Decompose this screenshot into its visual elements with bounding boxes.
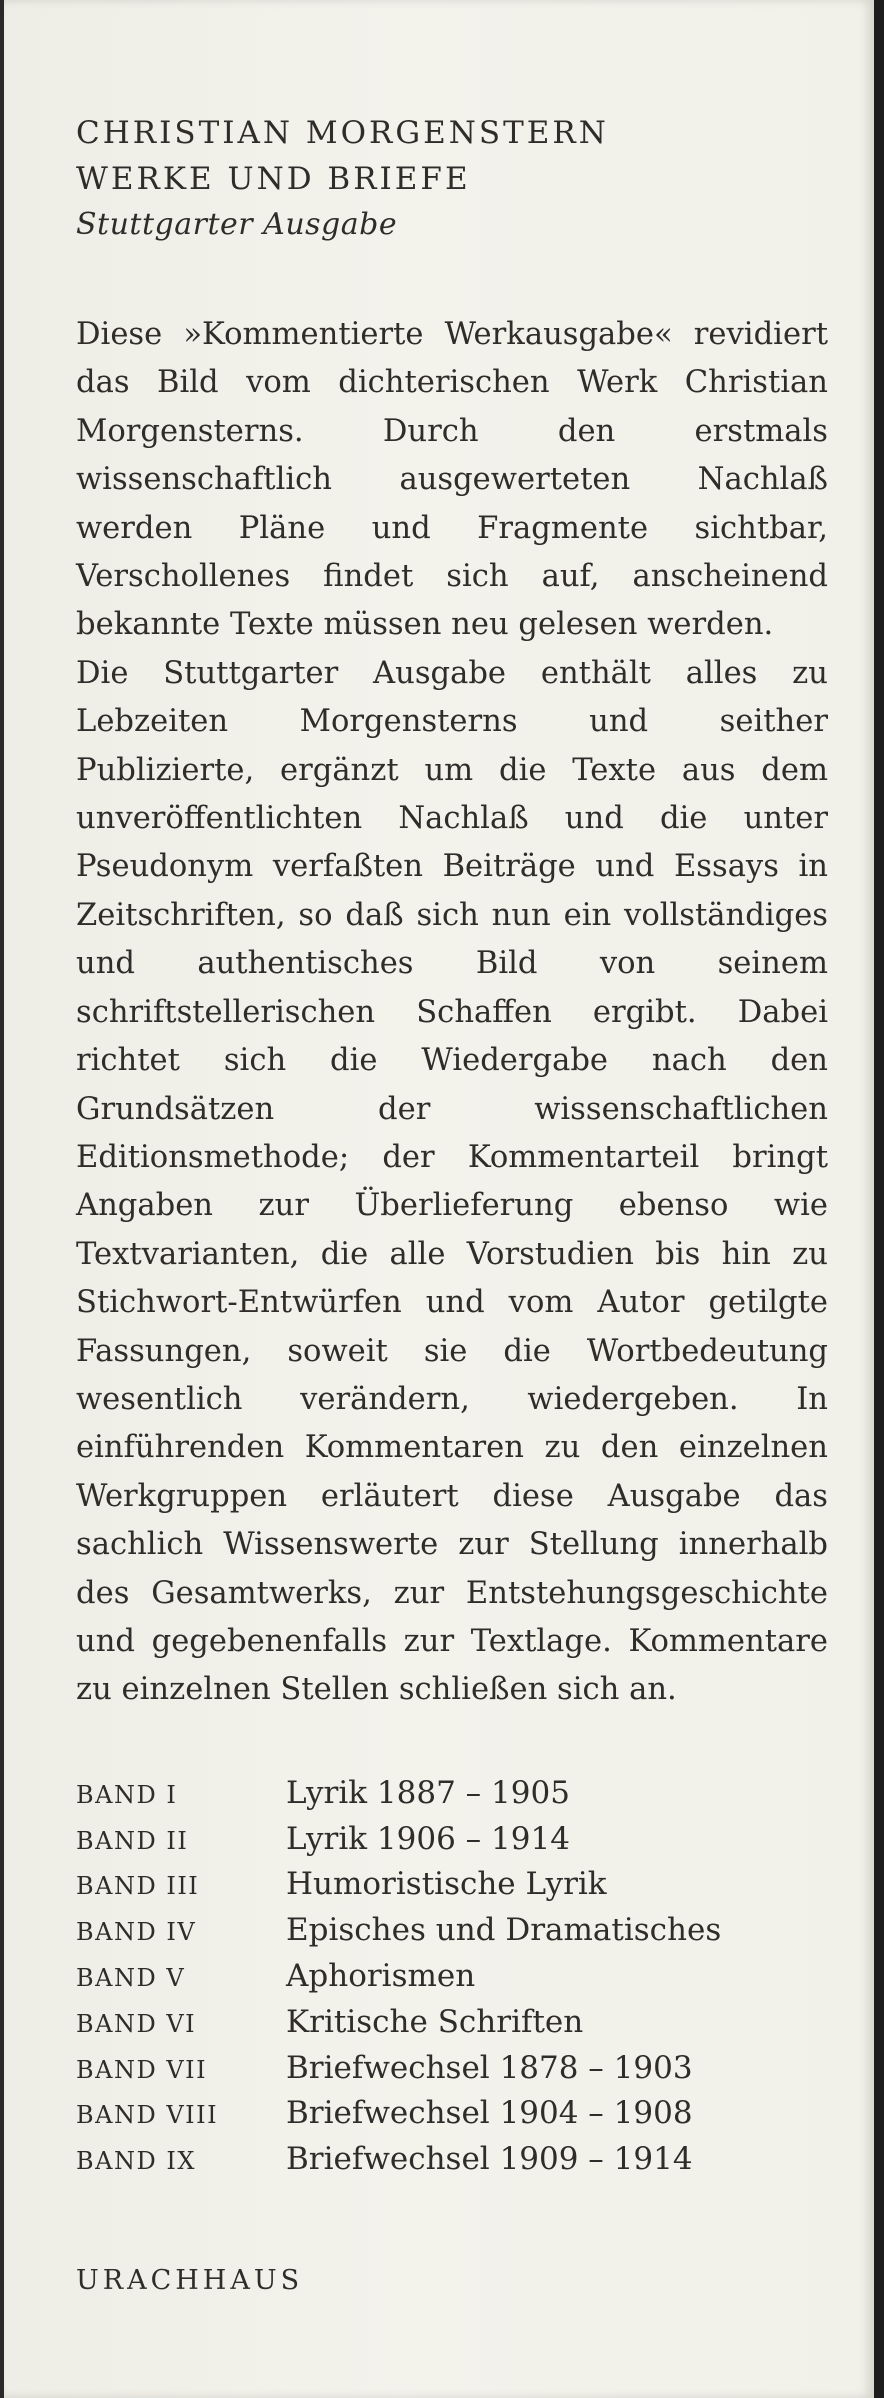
- volume-row: [76, 1775, 828, 1821]
- volume-row: [76, 1912, 828, 1958]
- description-paragraph-2: Die Stuttgarter Ausgabe enthält alles zu Lebzeiten Morgensterns und seither Publizierte, ergänzt um die Texte aus dem unveröffentlichten Nachlaß und die unter Pseudonym verfaßten Beiträge und Essays in Zeitschriften, so daß sich nun ein vollständiges und authentisches Bild von seinem schriftstellerischen Schaffen ergibt. Dabei richtet sich die Wiedergabe nach den Grundsätzen der wissenschaftlichen Editionsmethode; der Kommentarteil bringt Angaben zur Überlieferung ebenso wie Textvarianten, die alle Vorstudien bis hin zu Stichwort-Entwürfen und vom Autor getilgte Fassungen, soweit sie die Wortbedeutung wesentlich verändern, wiedergeben. In einführenden Kommentaren zu den einzelnen Werkgruppen erläutert diese Ausgabe das sachlich Wissenswerte zur Stellung innerhalb des Gesamtwerks, zur Entstehungsgeschichte und gegebenenfalls zur Textlage. Kommentare zu einzelnen Stellen schließen sich an.: [76, 655, 828, 1708]
- volume-row: [76, 2050, 828, 2096]
- volume-row: [76, 2004, 828, 2050]
- volume-title: Lyrik 1906 – 1914: [286, 1820, 570, 1857]
- volume-label: BAND IX: [76, 2147, 196, 2176]
- volume-label: BAND IV: [76, 1918, 197, 1947]
- volume-label: BAND III: [76, 1872, 200, 1901]
- volume-label: BAND VI: [76, 2009, 197, 2038]
- volume-title: Episches und Dramatisches: [286, 1912, 722, 1949]
- volume-label: BAND II: [76, 1826, 189, 1855]
- series-title: WERKE UND BRIEFE: [76, 161, 471, 197]
- edition-subtitle: Stuttgarter Ausgabe: [76, 207, 398, 242]
- volume-row: [76, 2141, 828, 2187]
- volume-row: [76, 2095, 828, 2141]
- volume-title: Briefwechsel 1909 – 1914: [286, 2141, 693, 2178]
- author-name: CHRISTIAN MORGENSTERN: [76, 115, 609, 151]
- description-paragraph-1: Diese »Kommentierte Werkausgabe« revidiert das Bild vom dichterischen Werk Christian Morgensterns. Durch den erstmals wissenschaftlich ausgewerteten Nachlaß werden Pläne und Fragmente sichtbar, Verschollenes findet sich auf, anscheinend bekannte Texte müssen neu gelesen werden.: [76, 317, 828, 643]
- page-edge: [874, 0, 884, 2398]
- book-flap-page: [4, 0, 874, 2398]
- volume-title: Aphorismen: [286, 1957, 476, 1994]
- volume-label: BAND I: [76, 1780, 178, 1809]
- volume-list: [76, 1775, 828, 2187]
- volume-label: BAND V: [76, 1963, 186, 1992]
- description-text: [76, 311, 828, 1715]
- publisher-name: URACHHAUS: [76, 2265, 304, 2296]
- volume-title: Lyrik 1887 – 1905: [286, 1774, 570, 1811]
- volume-title: Humoristische Lyrik: [286, 1866, 607, 1903]
- volume-row: [76, 1866, 828, 1912]
- volume-row: [76, 1821, 828, 1867]
- volume-title: Briefwechsel 1878 – 1903: [286, 2049, 693, 2086]
- volume-label: BAND VII: [76, 2055, 208, 2084]
- volume-row: [76, 1958, 828, 2004]
- flap-content: [76, 110, 828, 2187]
- volume-label: BAND VIII: [76, 2101, 219, 2130]
- volume-title: Briefwechsel 1904 – 1908: [286, 2095, 693, 2132]
- volume-title: Kritische Schriften: [286, 2003, 584, 2040]
